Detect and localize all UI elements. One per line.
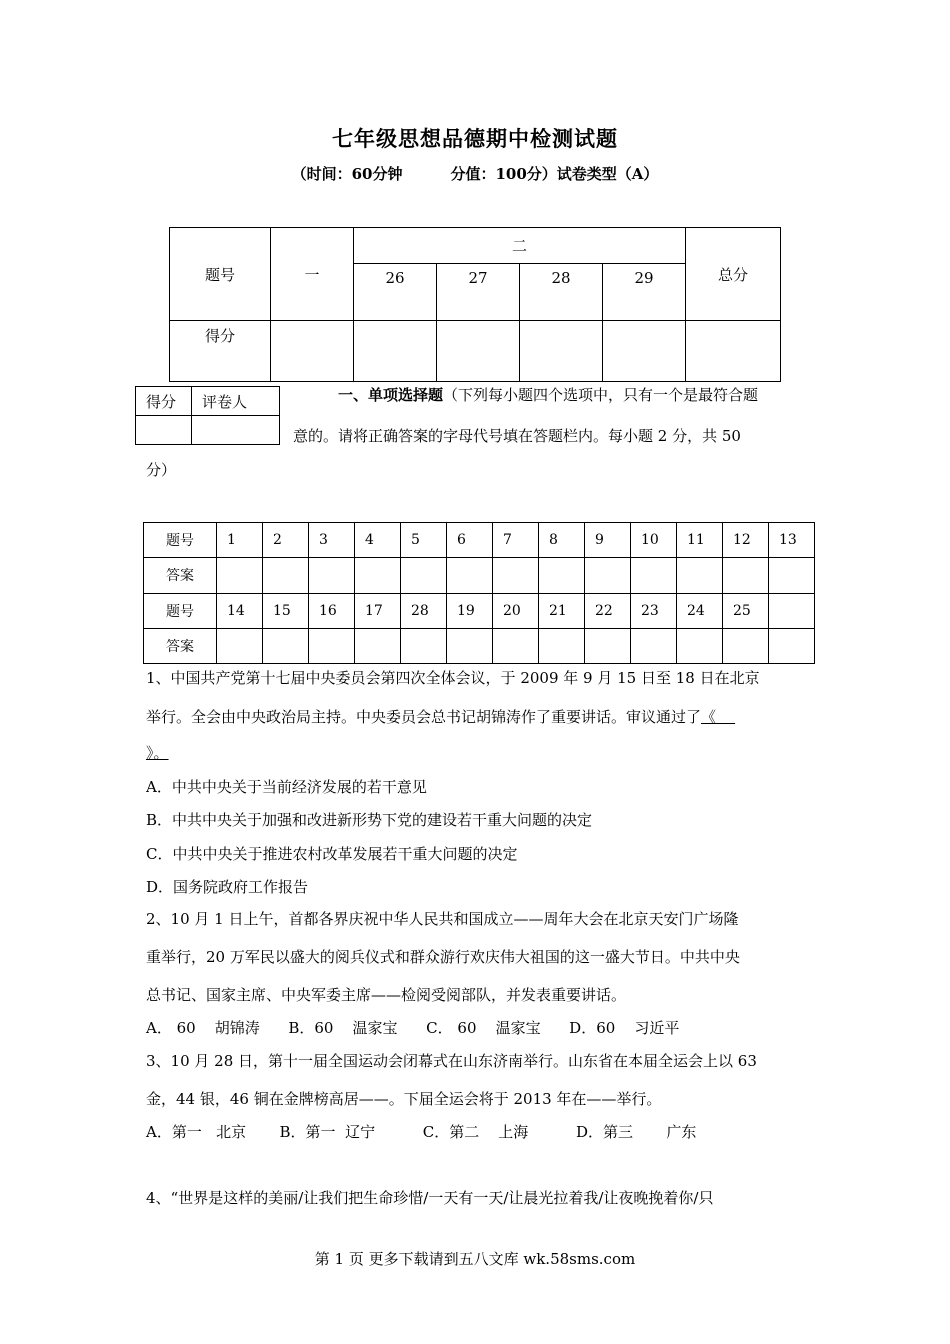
answer-table-row [144, 523, 815, 558]
question-1-option-d: D．国务院政府工作报告 [146, 878, 309, 896]
answer-cell [631, 558, 677, 593]
score-cell [271, 321, 354, 382]
answer-cell [263, 628, 309, 663]
score-cell [686, 321, 781, 382]
answer-cell [447, 558, 493, 593]
grader-score-cell [136, 416, 192, 445]
answer-cell [355, 628, 401, 663]
question-1-line-3 [146, 742, 169, 763]
question-number [769, 593, 815, 628]
answer-cell [493, 628, 539, 663]
question-number: 21 [539, 593, 585, 628]
question-number: 6 [447, 523, 493, 558]
answer-table-question-label: 题号 [144, 593, 217, 628]
grader-score-label: 得分 [136, 387, 192, 416]
question-2-options: A． 60 胡锦涛 B．60 温家宝 C． 60 温家宝 D．60 习近平 [146, 1019, 680, 1037]
question-number: 14 [217, 593, 263, 628]
question-number: 7 [493, 523, 539, 558]
score-cell [437, 321, 520, 382]
answer-cell [309, 628, 355, 663]
question-4-line-1: 4、“世界是这样的美丽/让我们把生命珍惜/一天有一天/让晨光拉着我/让夜晚挽着你/只 [146, 1189, 714, 1207]
exam-subtitle [0, 163, 950, 184]
answer-cell [401, 558, 447, 593]
answer-cell [217, 558, 263, 593]
answer-cell [585, 558, 631, 593]
answer-cell [769, 558, 815, 593]
answer-cell [539, 558, 585, 593]
question-number: 24 [677, 593, 723, 628]
answer-cell [769, 628, 815, 663]
answer-cell [447, 628, 493, 663]
question-1-option-a: A．中共中央关于当前经济发展的若干意见 [146, 778, 427, 796]
answer-cell [309, 558, 355, 593]
section-desc-3: 分） [146, 461, 177, 479]
question-3-options: A．第一 北京 B．第一 辽宁 C．第二 上海 D．第三 广东 [146, 1123, 697, 1141]
page-footer: 第 1 页 更多下载请到五八文库 wk.58sms.com [314, 1250, 636, 1268]
answer-cell [723, 628, 769, 663]
question-1-blank-open: 《 [701, 708, 736, 726]
question-3-line-1: 3、10 月 28 日，第十一届全国运动会闭幕式在山东济南举行。山东省在本届全运会上以 63 [146, 1052, 757, 1070]
question-1-blank-close: 》。 [146, 744, 169, 762]
question-1-line-1: 1、中国共产党第十七届中央委员会第四次全体会议，于 2009 年 9 月 15 日至 18 日在北京 [146, 669, 760, 687]
answer-table [143, 522, 815, 664]
question-number: 2 [263, 523, 309, 558]
answer-cell [677, 628, 723, 663]
question-number: 8 [539, 523, 585, 558]
answer-table-row [144, 628, 815, 663]
answer-cell [401, 628, 447, 663]
score-table-sub-col: 29 [603, 264, 686, 321]
answer-cell [677, 558, 723, 593]
score-table-part-two: 二 [354, 228, 686, 264]
answer-table-row [144, 558, 815, 593]
question-number: 1 [217, 523, 263, 558]
answer-cell [493, 558, 539, 593]
question-number: 12 [723, 523, 769, 558]
score-table-total-label: 总分 [686, 228, 781, 321]
question-3-line-2: 金，44 银，46 铜在金牌榜高居——。下届全运会将于 2013 年在——举行。 [146, 1090, 662, 1108]
question-number: 22 [585, 593, 631, 628]
exam-title: 七年级思想品德期中检测试题 [332, 126, 618, 151]
answer-cell [723, 558, 769, 593]
question-1-line-2 [146, 706, 735, 727]
answer-table-answer-label: 答案 [144, 628, 217, 663]
question-number: 13 [769, 523, 815, 558]
answer-table-answer-label: 答案 [144, 558, 217, 593]
question-number: 10 [631, 523, 677, 558]
score-table-score-label: 得分 [170, 321, 271, 382]
section-title: 一、单项选择题 [338, 386, 444, 404]
answer-cell [585, 628, 631, 663]
score-table-sub-col: 26 [354, 264, 437, 321]
score-cell [354, 321, 437, 382]
question-1-option-b: B．中共中央关于加强和改进新形势下党的建设若干重大问题的决定 [146, 811, 593, 829]
question-number: 28 [401, 593, 447, 628]
exam-time: （时间：60分钟 [291, 165, 403, 183]
exam-score-type: 分值：100分）试卷类型（A） [450, 165, 659, 183]
question-number: 4 [355, 523, 401, 558]
question-number: 17 [355, 593, 401, 628]
question-number: 25 [723, 593, 769, 628]
score-cell [520, 321, 603, 382]
grader-box [135, 386, 280, 445]
answer-table-question-label: 题号 [144, 523, 217, 558]
section-desc-1: （下列每小题四个选项中，只有一个是最符合题 [443, 386, 759, 404]
question-number: 3 [309, 523, 355, 558]
answer-cell [631, 628, 677, 663]
question-number: 15 [263, 593, 309, 628]
answer-cell [217, 628, 263, 663]
question-2-line-3: 总书记、国家主席、中央军委主席——检阅受阅部队，并发表重要讲话。 [146, 986, 627, 1004]
question-number: 9 [585, 523, 631, 558]
question-number: 20 [493, 593, 539, 628]
question-number: 11 [677, 523, 723, 558]
question-number: 19 [447, 593, 493, 628]
score-table-sub-col: 27 [437, 264, 520, 321]
question-number: 5 [401, 523, 447, 558]
question-1-text: 举行。全会由中央政治局主持。中央委员会总书记胡锦涛作了重要讲话。审议通过了 [146, 708, 702, 726]
answer-cell [263, 558, 309, 593]
question-2-line-1: 2、10 月 1 日上午，首都各界庆祝中华人民共和国成立——周年大会在北京天安门广场隆 [146, 910, 739, 928]
question-2-line-2: 重举行，20 万军民以盛大的阅兵仪式和群众游行欢庆伟大祖国的这一盛大节日。中共中央 [146, 948, 740, 966]
score-table-part-one: 一 [271, 228, 354, 321]
score-table-sub-col: 28 [520, 264, 603, 321]
score-summary-table [169, 227, 781, 382]
question-1-option-c: C．中共中央关于推进农村改革发展若干重大问题的决定 [146, 845, 518, 863]
score-table-question-label: 题号 [170, 228, 271, 321]
grader-name-cell [192, 416, 280, 445]
section-desc-2: 意的。请将正确答案的字母代号填在答题栏内。每小题 2 分，共 50 [293, 427, 741, 445]
question-number: 23 [631, 593, 677, 628]
score-cell [603, 321, 686, 382]
answer-table-row [144, 593, 815, 628]
question-number: 16 [309, 593, 355, 628]
section-heading [338, 384, 758, 405]
answer-cell [539, 628, 585, 663]
grader-name-label: 评卷人 [192, 387, 280, 416]
answer-cell [355, 558, 401, 593]
